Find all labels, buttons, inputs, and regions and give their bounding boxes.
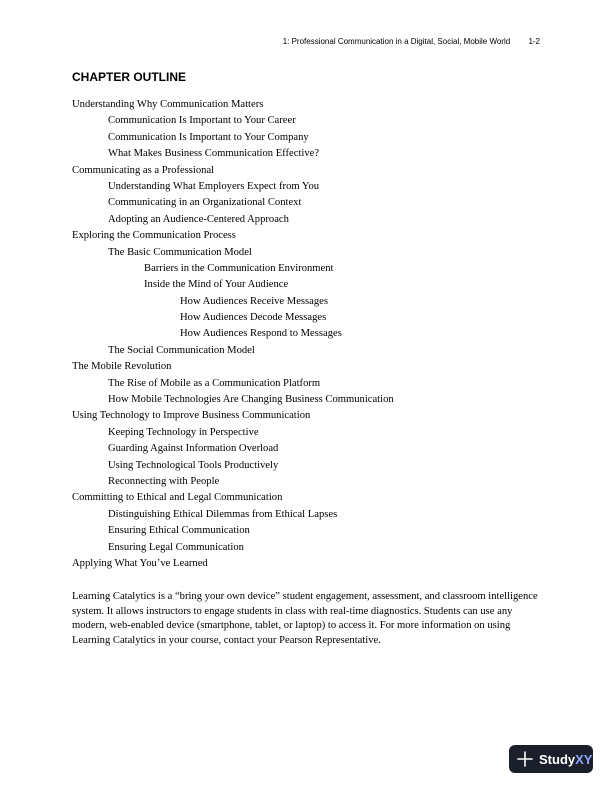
chapter-outline-list: [72, 97, 542, 572]
outline-item: The Basic Communication Model: [108, 246, 252, 258]
outline-item: Communication Is Important to Your Career: [108, 115, 296, 127]
running-title: 1: Professional Communication in a Digital, Social, Mobile World: [282, 37, 511, 46]
outline-item: Distinguishing Ethical Dilemmas from Ethical Lapses: [108, 508, 338, 520]
outline-item: Adopting an Audience-Centered Approach: [108, 213, 289, 225]
plus-icon: [517, 751, 533, 767]
outline-item: Understanding Why Communication Matters: [72, 99, 264, 110]
outline-item: Using Technology to Improve Business Communication: [72, 410, 311, 422]
studyxy-badge[interactable]: [509, 745, 593, 773]
outline-item: Ensuring Legal Communication: [108, 541, 244, 553]
outline-item: Exploring the Communication Process: [72, 230, 236, 242]
outline-item: How Mobile Technologies Are Changing Business Communication: [108, 394, 394, 406]
outline-item: How Audiences Receive Messages: [180, 295, 328, 307]
outline-item: Keeping Technology in Perspective: [108, 426, 259, 438]
outline-item: Communicating in an Organizational Context: [108, 197, 302, 209]
outline-item: Ensuring Ethical Communication: [108, 525, 250, 537]
badge-text-main: Study: [539, 751, 576, 767]
page-number: 1-2: [528, 37, 540, 46]
outline-item: What Makes Business Communication Effective?: [108, 148, 320, 160]
outline-item: Communication Is Important to Your Company: [108, 131, 309, 143]
chapter-outline-title: CHAPTER OUTLINE: [72, 70, 186, 84]
outline-item: Understanding What Employers Expect from You: [108, 180, 320, 192]
outline-item: Guarding Against Information Overload: [108, 443, 279, 455]
outline-item: How Audiences Respond to Messages: [180, 328, 342, 340]
outline-item: Barriers in the Communication Environment: [144, 262, 334, 274]
outline-item: The Mobile Revolution: [72, 361, 172, 373]
outline-item: How Audiences Decode Messages: [180, 312, 327, 324]
running-header: [283, 37, 540, 46]
outline-item: Reconnecting with People: [108, 475, 220, 487]
outline-item: The Rise of Mobile as a Communication Platform: [108, 377, 321, 389]
outline-item: The Social Communication Model: [108, 344, 255, 356]
outline-item: Communicating as a Professional: [72, 164, 215, 176]
learning-catalytics-paragraph: Learning Catalytics is a “bring your own device” student engagement, assessment, and classroom intelligence system. It allows instructors to engage students in class with real-time diagnostics. Students can use any modern, web-enabled device (smartphone, tablet, or laptop) to access it. For more information on using Learning Catalytics in your course, contact your Pearson Representative.: [72, 591, 538, 646]
studyxy-logo-text: [539, 752, 592, 767]
outline-item: Using Technological Tools Productively: [108, 459, 279, 471]
outline-item: Committing to Ethical and Legal Communication: [72, 492, 283, 504]
badge-text-accent: XY: [575, 751, 593, 767]
outline-item: Applying What You’ve Learned: [72, 557, 208, 569]
outline-item: Inside the Mind of Your Audience: [144, 279, 289, 291]
